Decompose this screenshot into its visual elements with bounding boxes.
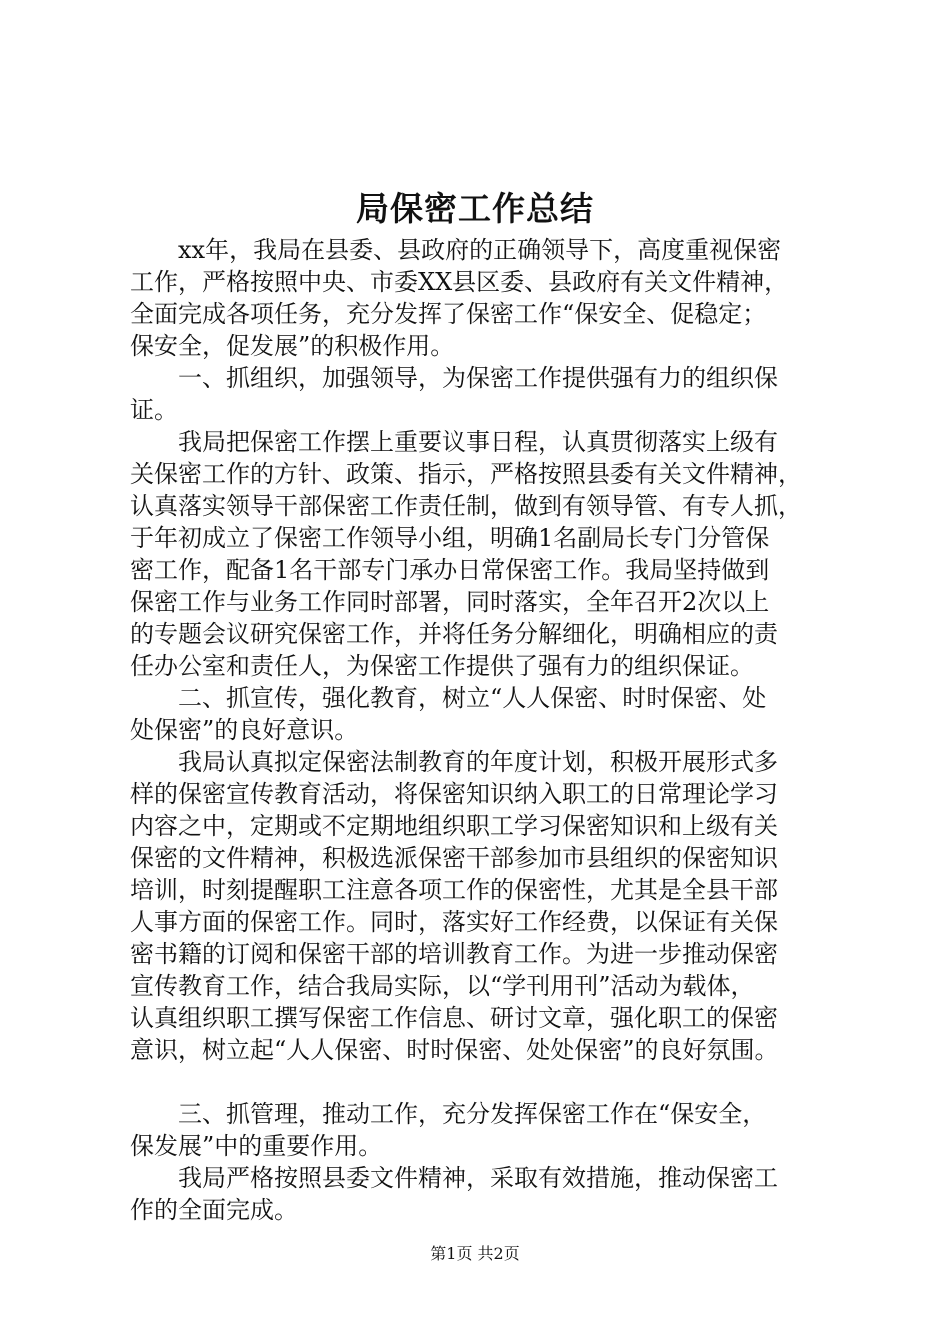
- text-line: 关保密工作的方针、政策、指示，严格按照县委有关文件精神，: [130, 460, 802, 488]
- text-line: 样的保密宣传教育活动，将保密知识纳入职工的日常理论学习: [130, 780, 778, 808]
- text-line: 我局严格按照县委文件精神，采取有效措施，推动保密工: [130, 1164, 778, 1192]
- text-line: 的专题会议研究保密工作，并将任务分解细化，明确相应的责: [130, 620, 778, 648]
- text-line: 认真落实领导干部保密工作责任制，做到有领导管、有专人抓，: [130, 492, 802, 520]
- text-line: 任办公室和责任人，为保密工作提供了强有力的组织保证。: [130, 652, 754, 680]
- text-line: 密工作，配备1名干部专门承办日常保密工作。我局坚持做到: [130, 556, 770, 584]
- text-line: 于年初成立了保密工作领导小组，明确1名副局长专门分管保: [130, 524, 770, 552]
- text-line: 保安全，促发展”的积极作用。: [130, 332, 455, 360]
- text-line: 意识，树立起“人人保密、时时保密、处处保密”的良好氛围。: [130, 1036, 779, 1064]
- text-line: 保发展”中的重要作用。: [130, 1132, 383, 1160]
- document-body: [130, 234, 830, 1226]
- text-line: xx年，我局在县委、县政府的正确领导下，高度重视保密: [130, 236, 782, 264]
- text-line: 内容之中，定期或不定期地组织职工学习保密知识和上级有关: [130, 812, 778, 840]
- text-line: 培训，时刻提醒职工注意各项工作的保密性，尤其是全县干部: [130, 876, 778, 904]
- text-line: 三、抓管理，推动工作，充分发挥保密工作在“保安全，: [130, 1100, 767, 1128]
- text-line: 一、抓组织，加强领导，为保密工作提供强有力的组织保: [130, 364, 778, 392]
- text-line: 二、抓宣传，强化教育，树立“人人保密、时时保密、处: [130, 684, 767, 712]
- text-line: 人事方面的保密工作。同时，落实好工作经费，以保证有关保: [130, 908, 778, 936]
- blank-line: [130, 1066, 830, 1098]
- text-line: 保密工作与业务工作同时部署，同时落实，全年召开2次以上: [130, 588, 770, 616]
- text-line: 作的全面完成。: [130, 1196, 298, 1224]
- text-line: 保密的文件精神，积极选派保密干部参加市县组织的保密知识: [130, 844, 778, 872]
- text-line: 认真组织职工撰写保密工作信息、研讨文章，强化职工的保密: [130, 1004, 778, 1032]
- text-line: 我局把保密工作摆上重要议事日程，认真贯彻落实上级有: [130, 428, 778, 456]
- text-line: 宣传教育工作，结合我局实际，以“学刊用刊”活动为载体，: [130, 972, 755, 1000]
- page-footer: 第1页 共2页: [430, 1244, 520, 1263]
- text-line: 密书籍的订阅和保密干部的培训教育工作。为进一步推动保密: [130, 940, 778, 968]
- text-line: 全面完成各项任务，充分发挥了保密工作“保安全、促稳定；: [130, 300, 767, 328]
- document-title: 局保密工作总结: [356, 189, 594, 228]
- text-line: 工作，严格按照中央、市委XX县区委、县政府有关文件精神，: [130, 268, 789, 296]
- text-line: 我局认真拟定保密法制教育的年度计划，积极开展形式多: [130, 748, 778, 776]
- text-line: 处保密”的良好意识。: [130, 716, 359, 744]
- text-line: 证。: [130, 396, 178, 424]
